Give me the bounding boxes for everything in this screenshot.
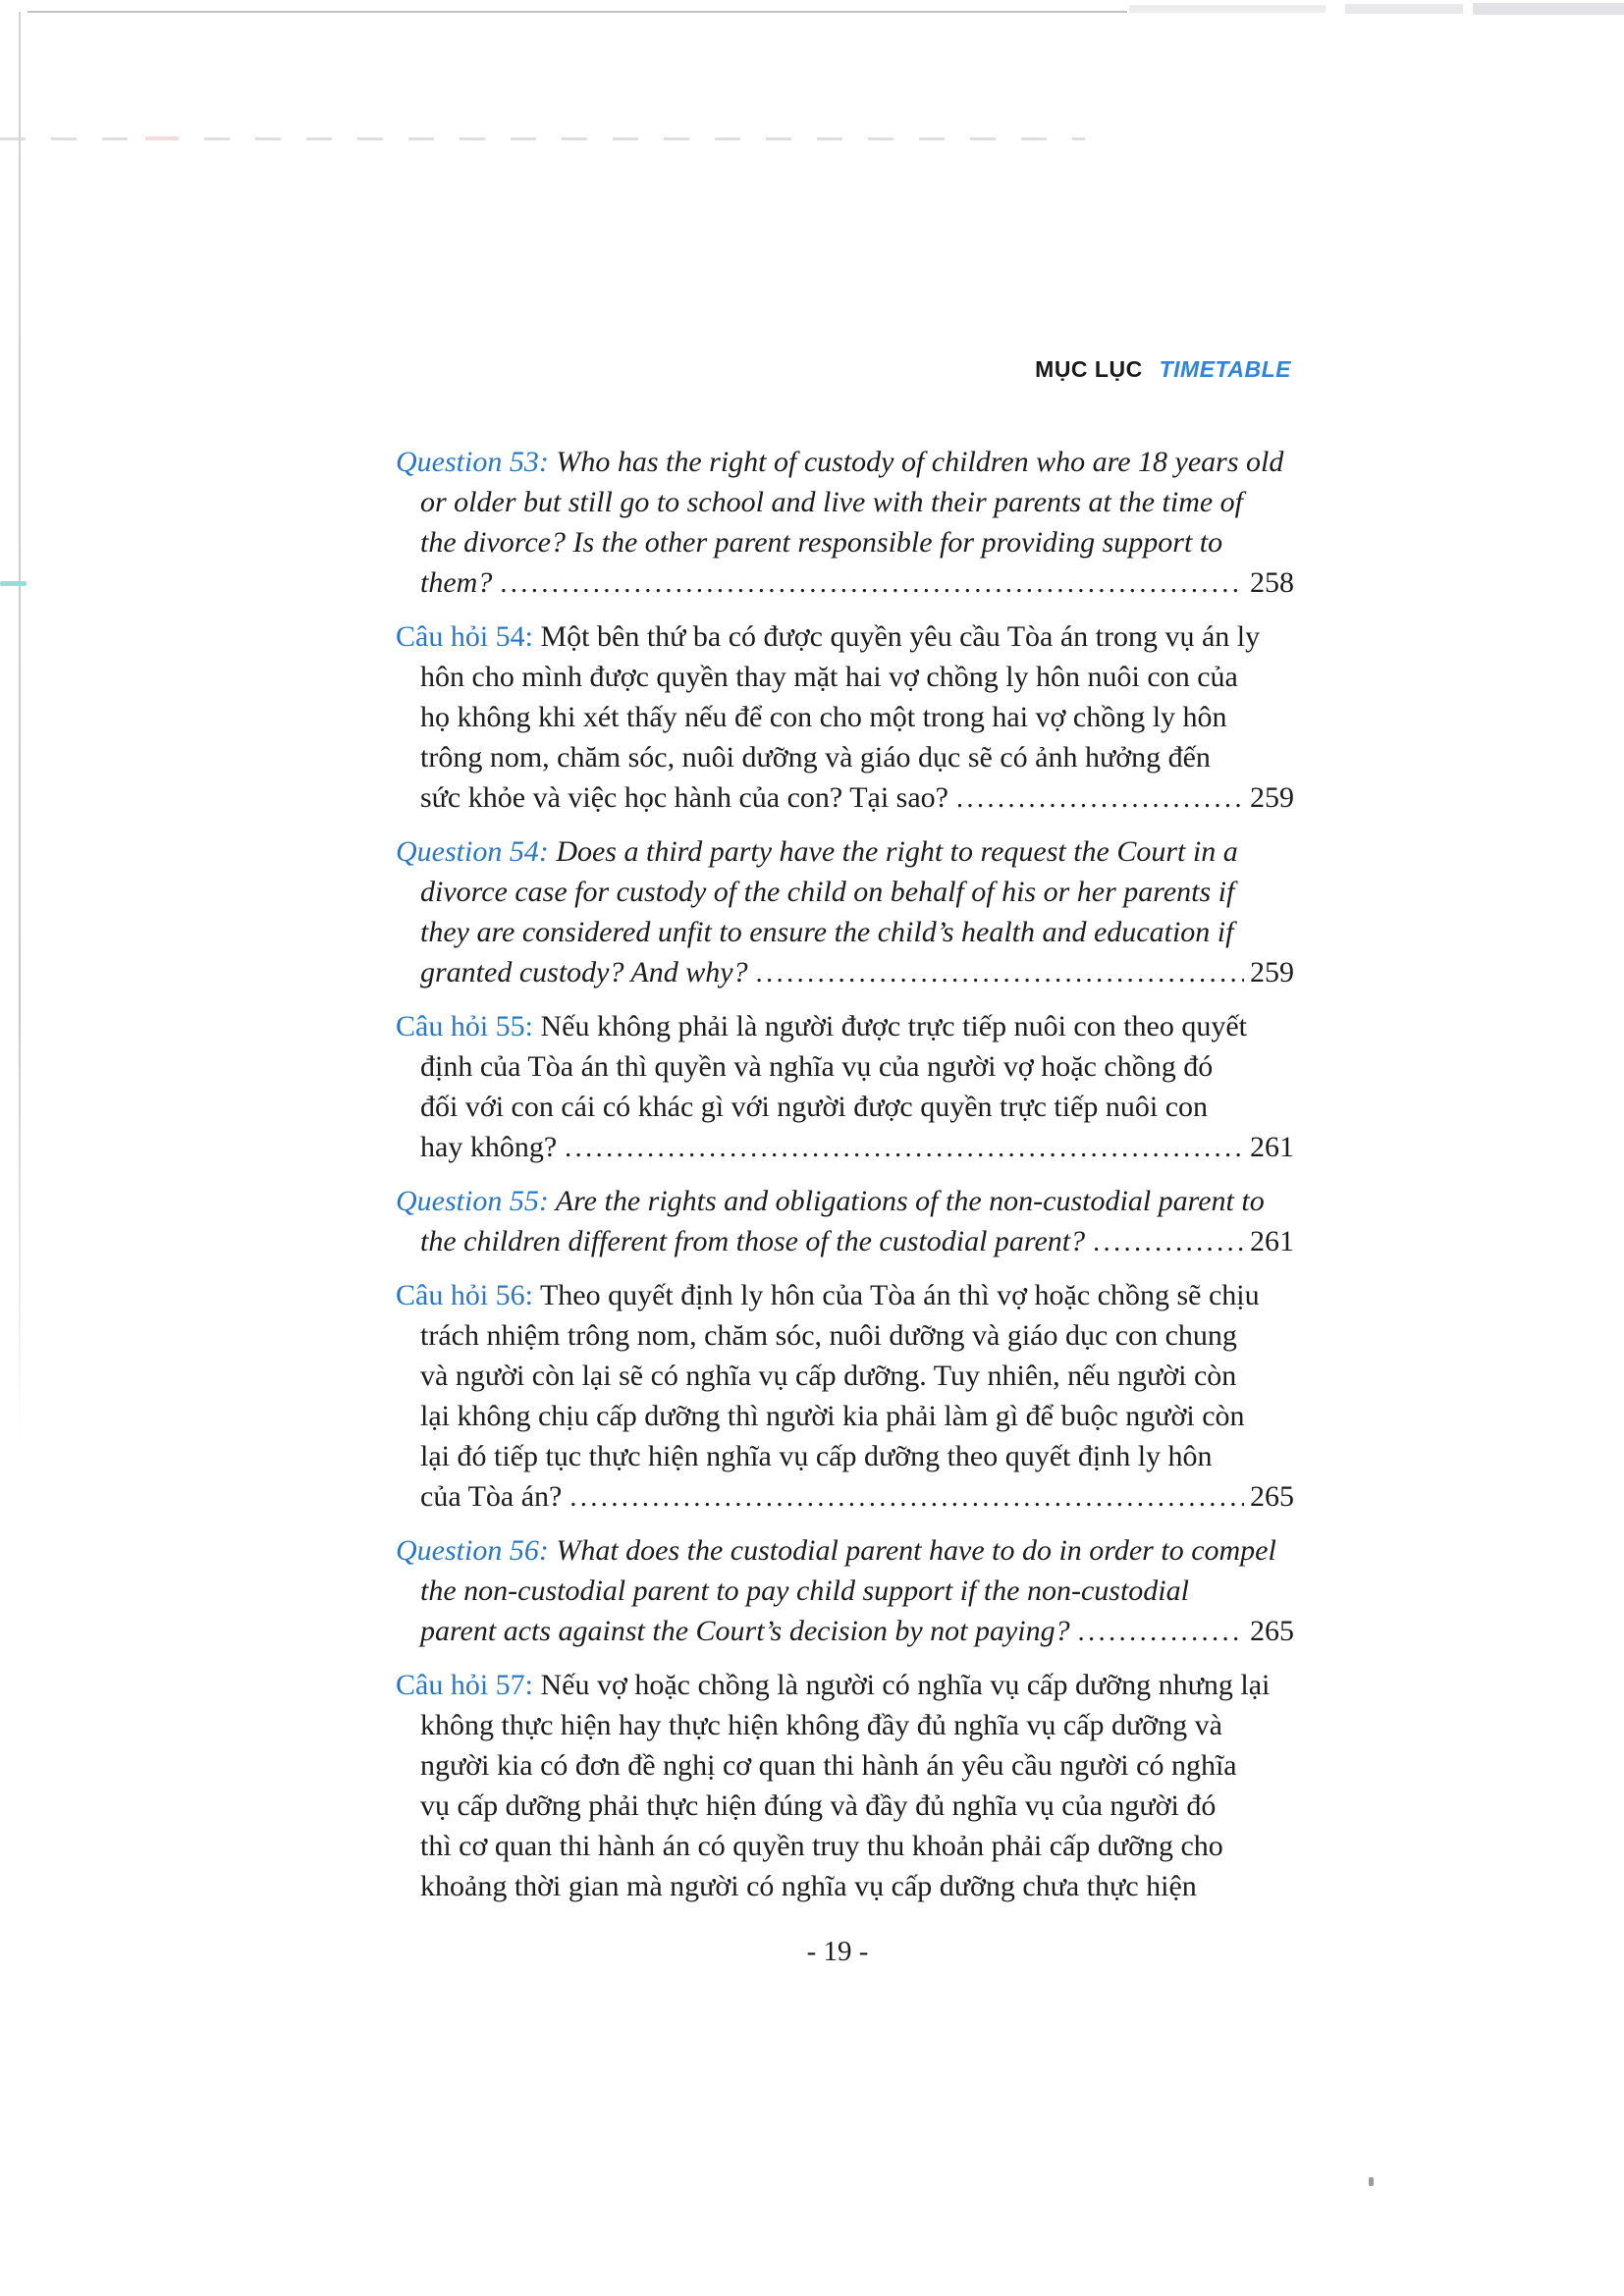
toc-entry-line: [396, 1046, 1294, 1087]
toc-entry-label: Câu hỏi 54:: [396, 620, 533, 653]
toc-entry-line: [396, 1315, 1294, 1356]
dot-leader: [569, 1477, 1244, 1518]
toc-entry: [396, 1006, 1294, 1168]
scan-artifact-top-edge: [27, 11, 1127, 13]
toc-entry-label: Câu hỏi 55:: [396, 1010, 533, 1042]
toc-entry-text: the children different from those of the custodial parent?: [420, 1225, 1086, 1257]
toc-entry-line: [396, 1826, 1294, 1866]
toc-entry-line: [396, 1611, 1294, 1652]
toc-entry-line: [396, 616, 1294, 657]
toc-entry-text: What does the custodial parent have to do in order to compel: [556, 1534, 1276, 1567]
toc-entry-text: Who has the right of custody of children who are 18 years old: [556, 446, 1284, 478]
toc-entry-text: trách nhiệm trông nom, chăm sóc, nuôi dưỡng và giáo dục con chung: [420, 1319, 1237, 1352]
toc-entry-page: 259: [1250, 956, 1294, 988]
toc-entry: [396, 616, 1294, 819]
toc-entry-label: Question 53:: [396, 446, 549, 478]
toc-entry-line: [396, 1705, 1294, 1745]
toc-entry-line: [396, 1181, 1294, 1221]
toc-entry-line: [396, 522, 1294, 562]
toc-entry-line: [396, 1127, 1294, 1168]
toc-entry-line: [396, 1530, 1294, 1571]
scan-artifact-cyan-tick: [0, 581, 27, 586]
toc-entry-line: [396, 442, 1294, 482]
toc-entry-line: [396, 1571, 1294, 1611]
toc-entry-text: thì cơ quan thi hành án có quyền truy thu khoản phải cấp dưỡng cho: [420, 1830, 1223, 1862]
toc-entry-text: divorce case for custody of the child on behalf of his or her parents if: [420, 876, 1235, 908]
toc-entry-text: the divorce? Is the other parent responsible for providing support to: [420, 526, 1223, 559]
toc-entry: [396, 1181, 1294, 1262]
toc-entry-text: them?: [420, 566, 493, 599]
toc-entry-line: [396, 1665, 1294, 1705]
toc-entry-text: parent acts against the Court’s decision by not paying?: [420, 1615, 1070, 1647]
scan-artifact-dashed-line: [0, 137, 1085, 140]
toc-list: [396, 442, 1294, 1919]
toc-entry-line: [396, 1866, 1294, 1906]
toc-entry-text: Does a third party have the right to request the Court in a: [556, 835, 1238, 868]
toc-entry: [396, 1530, 1294, 1652]
toc-entry-page: 261: [1250, 1131, 1294, 1163]
toc-entry-label: Câu hỏi 57:: [396, 1669, 533, 1701]
toc-entry-line: [396, 1476, 1294, 1518]
toc-entry-line: [396, 872, 1294, 912]
toc-entry-text: vụ cấp dưỡng phải thực hiện đúng và đầy đủ nghĩa vụ của người đó: [420, 1789, 1217, 1822]
scan-artifact-top-blob: [1129, 5, 1326, 13]
toc-entry-text: sức khỏe và việc học hành của con? Tại sao?: [420, 781, 948, 814]
toc-entry-text: Are the rights and obligations of the non-custodial parent to: [555, 1185, 1265, 1217]
dot-leader: [956, 778, 1244, 819]
toc-entry-line: [396, 1275, 1294, 1315]
scan-artifact-vertical-line: [19, 12, 21, 1440]
toc-entry-line: [396, 1221, 1294, 1262]
dot-leader: [500, 563, 1244, 604]
dot-leader: [565, 1128, 1244, 1168]
page-number: - 19 -: [806, 1936, 869, 1967]
toc-entry-line: [396, 1396, 1294, 1436]
scan-artifact-top-blob: [1345, 4, 1463, 14]
toc-entry-text: granted custody? And why?: [420, 956, 748, 988]
toc-entry-line: [396, 952, 1294, 993]
toc-entry: [396, 1665, 1294, 1906]
header-title-vietnamese: MỤC LỤC: [1035, 356, 1143, 382]
toc-entry-text: định của Tòa án thì quyền và nghĩa vụ của người vợ hoặc chồng đó: [420, 1050, 1214, 1083]
toc-entry-line: [396, 482, 1294, 522]
toc-entry-text: trông nom, chăm sóc, nuôi dưỡng và giáo dục sẽ có ảnh hưởng đến: [420, 741, 1211, 774]
toc-entry-page: 258: [1250, 566, 1294, 599]
toc-entry-line: [396, 831, 1294, 872]
toc-entry-text: Nếu không phải là người được trực tiếp nuôi con theo quyết: [540, 1010, 1248, 1042]
toc-entry-text: hay không?: [420, 1131, 558, 1163]
dot-leader: [1078, 1612, 1244, 1652]
toc-entry-text: khoảng thời gian mà người có nghĩa vụ cấp dưỡng chưa thực hiện: [420, 1870, 1197, 1902]
toc-entry-line: [396, 1436, 1294, 1476]
toc-entry-line: [396, 1006, 1294, 1046]
toc-entry-label: Question 55:: [396, 1185, 549, 1217]
toc-entry-label: Question 56:: [396, 1534, 549, 1567]
scan-artifact-speck: [1369, 2177, 1374, 2186]
toc-entry-page: 265: [1250, 1480, 1294, 1513]
toc-entry-page: 265: [1250, 1615, 1294, 1647]
toc-entry-line: [396, 562, 1294, 604]
toc-entry-text: or older but still go to school and live with their parents at the time of: [420, 486, 1244, 518]
dot-leader: [756, 953, 1244, 993]
toc-entry-line: [396, 737, 1294, 777]
toc-entry: [396, 831, 1294, 993]
toc-entry-text: lại không chịu cấp dưỡng thì người kia phải làm gì để buộc người còn: [420, 1400, 1245, 1432]
toc-entry-line: [396, 777, 1294, 819]
header-title-english: TIMETABLE: [1159, 356, 1291, 382]
toc-entry-line: [396, 912, 1294, 952]
scan-artifact-top-blob: [1473, 3, 1624, 15]
toc-entry-text: người kia có đơn đề nghị cơ quan thi hành án yêu cầu người có nghĩa: [420, 1749, 1237, 1782]
toc-entry-line: [396, 1745, 1294, 1786]
scan-artifact-dashed-line: [145, 136, 179, 140]
toc-entry-text: Nếu vợ hoặc chồng là người có nghĩa vụ cấp dưỡng nhưng lại: [540, 1669, 1271, 1701]
toc-entry: [396, 442, 1294, 604]
toc-entry-text: của Tòa án?: [420, 1480, 563, 1513]
toc-entry-page: 259: [1250, 781, 1294, 814]
toc-entry-text: Một bên thứ ba có được quyền yêu cầu Tòa án trong vụ án ly: [540, 620, 1261, 653]
toc-entry-line: [396, 657, 1294, 697]
toc-entry-label: Question 54:: [396, 835, 549, 868]
toc-entry-text: lại đó tiếp tục thực hiện nghĩa vụ cấp dưỡng theo quyết định ly hôn: [420, 1440, 1213, 1472]
toc-entry-label: Câu hỏi 56:: [396, 1279, 533, 1311]
toc-entry-line: [396, 1786, 1294, 1826]
toc-entry-text: they are considered unfit to ensure the child’s health and education if: [420, 916, 1234, 948]
toc-entry-text: Theo quyết định ly hôn của Tòa án thì vợ hoặc chồng sẽ chịu: [539, 1279, 1260, 1311]
toc-entry: [396, 1275, 1294, 1518]
toc-entry-line: [396, 1356, 1294, 1396]
toc-entry-text: họ không khi xét thấy nếu để con cho một trong hai vợ chồng ly hôn: [420, 701, 1227, 733]
toc-entry-text: và người còn lại sẽ có nghĩa vụ cấp dưỡng. Tuy nhiên, nếu người còn: [420, 1360, 1237, 1392]
toc-entry-text: the non-custodial parent to pay child support if the non-custodial: [420, 1575, 1189, 1607]
toc-entry-line: [396, 697, 1294, 737]
toc-entry-page: 261: [1250, 1225, 1294, 1257]
dot-leader: [1093, 1222, 1244, 1262]
toc-entry-text: đối với con cái có khác gì với người được quyền trực tiếp nuôi con: [420, 1091, 1209, 1123]
toc-entry-text: không thực hiện hay thực hiện không đầy đủ nghĩa vụ cấp dưỡng và: [420, 1709, 1222, 1741]
page-header: [393, 356, 1291, 383]
toc-entry-text: hôn cho mình được quyền thay mặt hai vợ chồng ly hôn nuôi con của: [420, 661, 1238, 693]
toc-entry-line: [396, 1087, 1294, 1127]
